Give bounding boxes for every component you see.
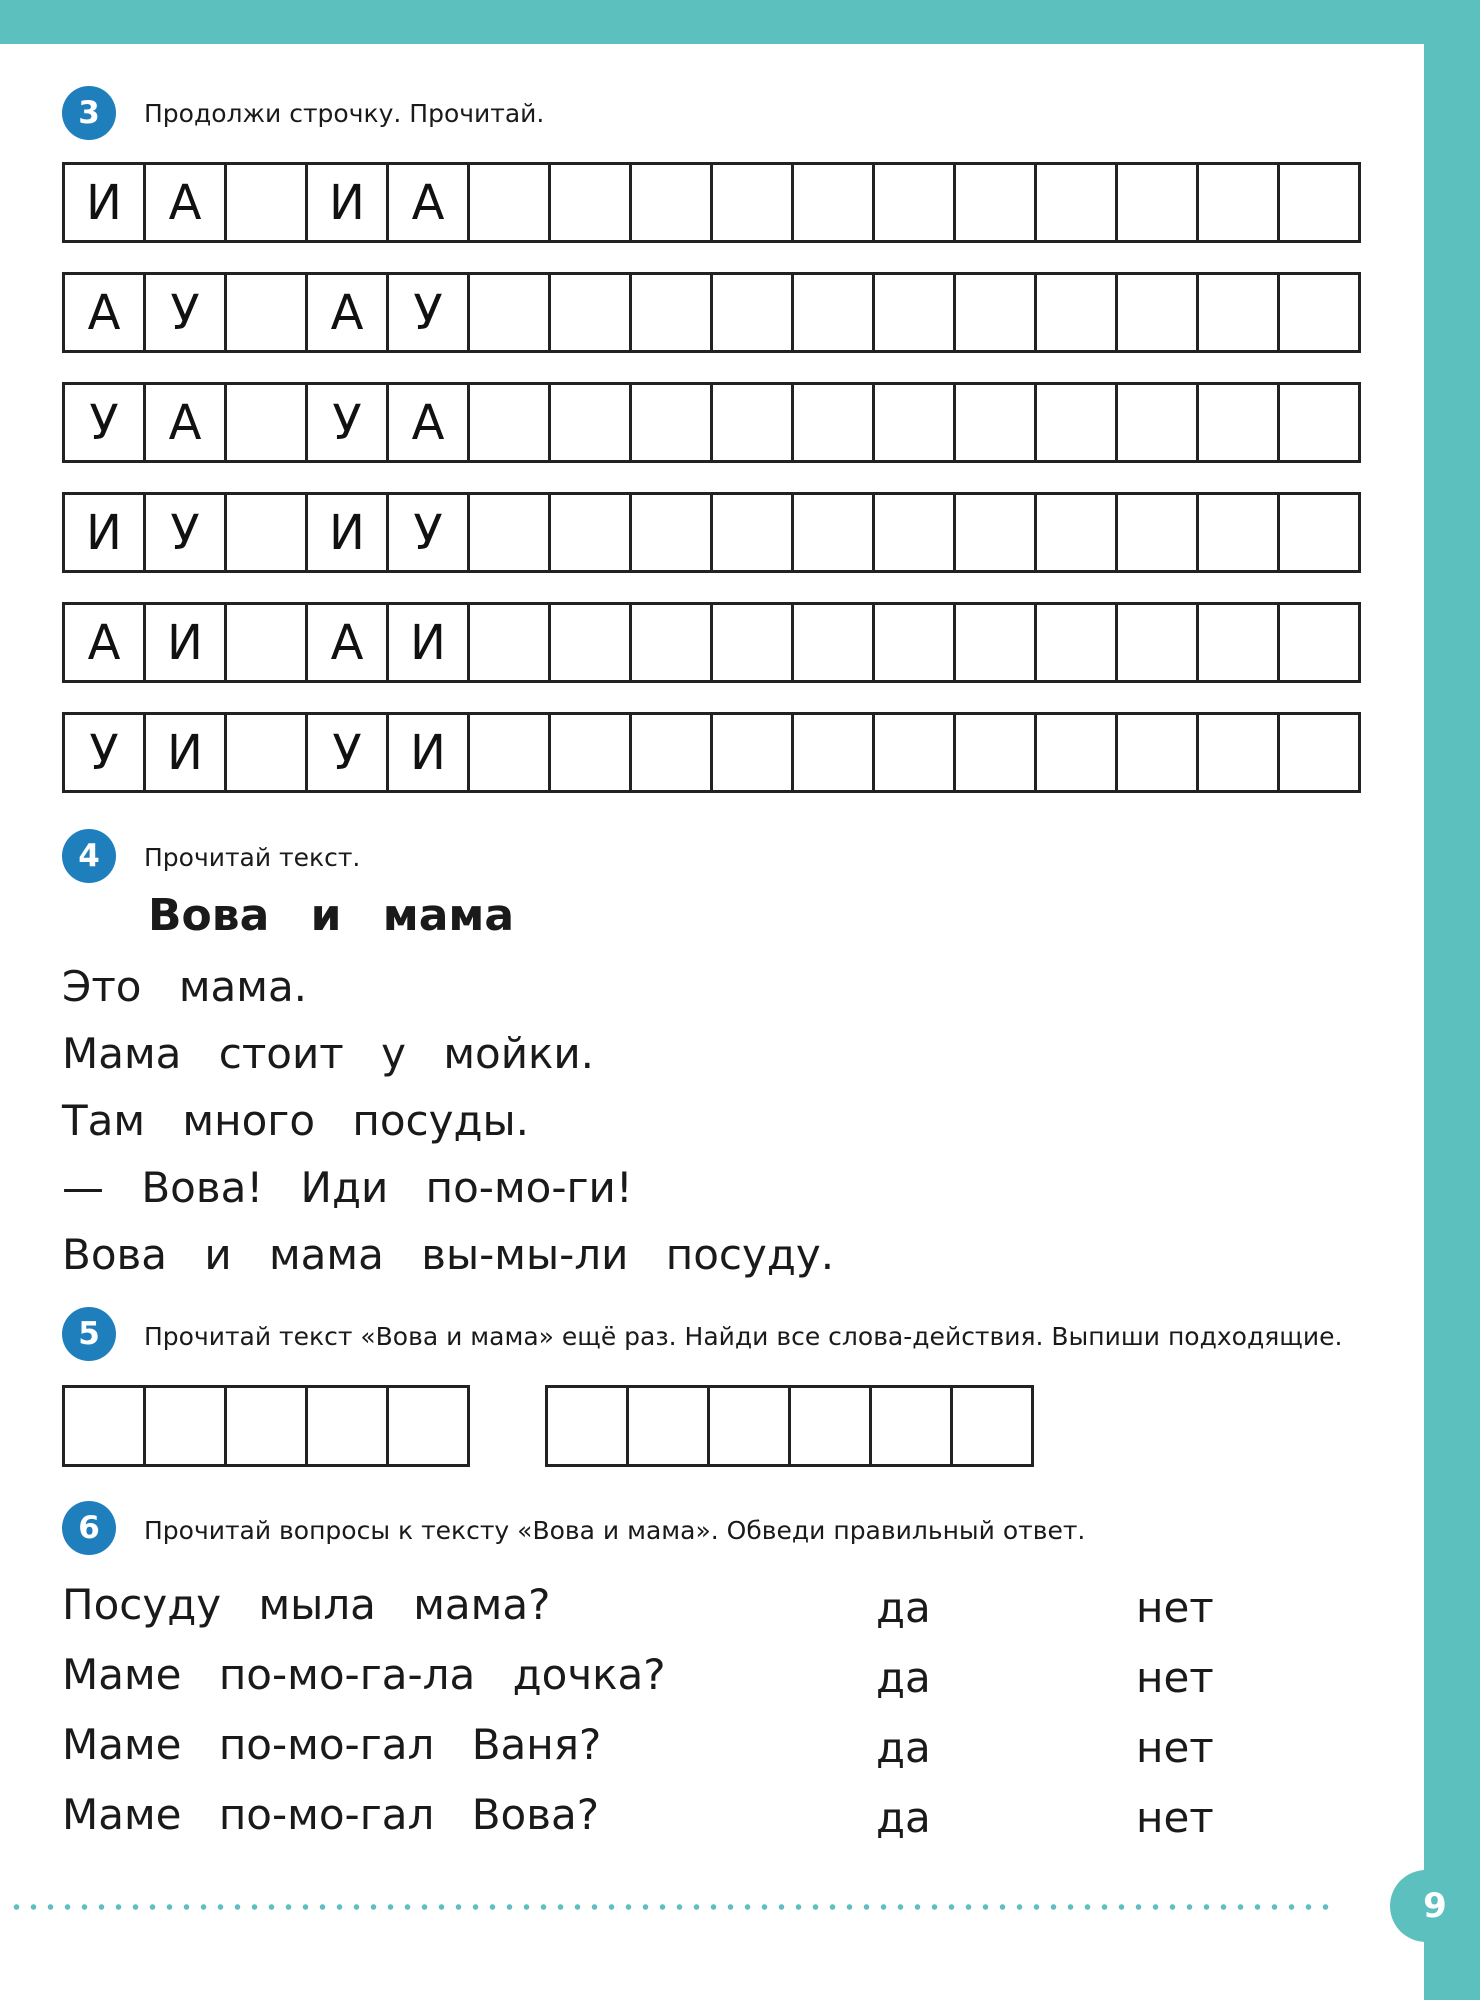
answer-cell[interactable] (65, 1388, 146, 1464)
letter-cell[interactable]: И (308, 495, 389, 570)
letter-cell[interactable] (632, 275, 713, 350)
letter-cell[interactable]: И (65, 165, 146, 240)
letter-cell[interactable]: У (65, 715, 146, 790)
letter-cell[interactable] (794, 495, 875, 570)
letter-cell[interactable]: А (65, 605, 146, 680)
letter-cell[interactable] (875, 165, 956, 240)
letter-cell[interactable]: А (389, 385, 470, 460)
answer-box-1[interactable] (62, 1385, 470, 1467)
letter-cell[interactable] (1037, 275, 1118, 350)
letter-cell[interactable] (1199, 165, 1280, 240)
letter-cell[interactable] (794, 605, 875, 680)
answer-cell[interactable] (548, 1388, 629, 1464)
answer-box-2[interactable] (545, 1385, 1034, 1467)
letter-cell[interactable]: А (146, 385, 227, 460)
answer-cell[interactable] (146, 1388, 227, 1464)
letter-cell[interactable]: И (65, 495, 146, 570)
letter-cell[interactable] (1037, 165, 1118, 240)
letter-cell[interactable] (1037, 605, 1118, 680)
letter-cell[interactable]: У (146, 495, 227, 570)
answer-no[interactable]: нет (1136, 1723, 1214, 1772)
letter-cell[interactable]: А (389, 165, 470, 240)
letter-cell[interactable]: У (308, 715, 389, 790)
letter-cell[interactable]: А (65, 275, 146, 350)
letter-cell[interactable] (470, 165, 551, 240)
letter-cell[interactable] (713, 715, 794, 790)
letter-cell[interactable] (227, 165, 308, 240)
answer-no[interactable]: нет (1136, 1583, 1214, 1632)
letter-cell[interactable]: У (146, 275, 227, 350)
dotted-divider (8, 1904, 1338, 1910)
answer-cell[interactable] (227, 1388, 308, 1464)
letter-cell[interactable] (227, 385, 308, 460)
letter-cell[interactable] (956, 275, 1037, 350)
letter-cell[interactable] (1118, 715, 1199, 790)
letter-cell[interactable] (632, 605, 713, 680)
letter-cell[interactable] (632, 165, 713, 240)
letter-cell[interactable] (470, 275, 551, 350)
letter-cell[interactable]: А (308, 275, 389, 350)
letter-cell[interactable] (1118, 165, 1199, 240)
letter-row (62, 382, 1361, 463)
answer-cell[interactable] (872, 1388, 953, 1464)
question-text: Маме по-мо-гал Ваня? (62, 1720, 602, 1769)
task-6-instruction: Прочитай вопросы к тексту «Вова и мама». Обведи правильный ответ. (144, 1516, 1086, 1545)
letter-cell[interactable] (1037, 715, 1118, 790)
answer-cell[interactable] (308, 1388, 389, 1464)
letter-cell[interactable] (551, 385, 632, 460)
letter-row (62, 712, 1361, 793)
letter-cell[interactable] (713, 385, 794, 460)
answer-no[interactable]: нет (1136, 1653, 1214, 1702)
letter-cell[interactable]: У (389, 495, 470, 570)
letter-cell[interactable] (875, 385, 956, 460)
story-line: Вова и мама вы-мы-ли посуду. (62, 1230, 835, 1279)
question-text: Маме по-мо-гал Вова? (62, 1790, 599, 1839)
letter-cell[interactable] (1118, 605, 1199, 680)
letter-cell[interactable] (551, 275, 632, 350)
letter-cell[interactable] (1118, 495, 1199, 570)
letter-cell[interactable] (1280, 385, 1361, 460)
answer-cell[interactable] (629, 1388, 710, 1464)
letter-cell[interactable] (551, 495, 632, 570)
letter-row (62, 492, 1361, 573)
letter-cell[interactable]: У (389, 275, 470, 350)
letter-cell[interactable] (1037, 385, 1118, 460)
answer-cell[interactable] (389, 1388, 470, 1464)
letter-cell[interactable] (794, 165, 875, 240)
answer-cell[interactable] (791, 1388, 872, 1464)
answer-no[interactable]: нет (1136, 1793, 1214, 1842)
letter-cell[interactable] (1280, 605, 1361, 680)
letter-cell[interactable]: И (389, 605, 470, 680)
answer-cell[interactable] (953, 1388, 1034, 1464)
letter-cell[interactable] (227, 715, 308, 790)
letter-cell[interactable] (1280, 715, 1361, 790)
letter-cell[interactable] (632, 715, 713, 790)
task-4-instruction: Прочитай текст. (144, 843, 361, 872)
letter-cell[interactable] (794, 715, 875, 790)
letter-cell[interactable] (227, 275, 308, 350)
letter-cell[interactable] (875, 275, 956, 350)
task-4-badge: 4 (62, 829, 116, 883)
letter-cell[interactable] (227, 605, 308, 680)
letter-cell[interactable] (227, 495, 308, 570)
letter-cell[interactable] (632, 385, 713, 460)
letter-cell[interactable] (1118, 275, 1199, 350)
letter-row (62, 602, 1361, 683)
task-5-badge: 5 (62, 1307, 116, 1361)
letter-cell[interactable] (713, 275, 794, 350)
letter-cell[interactable] (470, 715, 551, 790)
letter-cell[interactable]: И (146, 605, 227, 680)
story-line: Там много посуды. (62, 1096, 530, 1145)
question-text: Посуду мыла мама? (62, 1580, 551, 1629)
letter-cell[interactable]: И (146, 715, 227, 790)
letter-cell[interactable] (1199, 495, 1280, 570)
letter-cell[interactable] (875, 715, 956, 790)
letter-cell[interactable] (551, 605, 632, 680)
letter-cell[interactable] (1118, 385, 1199, 460)
task-3-badge: 3 (62, 86, 116, 140)
letter-cell[interactable] (1280, 495, 1361, 570)
task-5-instruction: Прочитай текст «Вова и мама» ещё раз. Найди все слова-действия. Выпиши подходящие. (144, 1322, 1343, 1351)
letter-cell[interactable]: И (389, 715, 470, 790)
letter-cell[interactable]: И (308, 165, 389, 240)
letter-cell[interactable] (875, 495, 956, 570)
letter-cell[interactable] (956, 165, 1037, 240)
letter-cell[interactable]: А (308, 605, 389, 680)
letter-cell[interactable] (470, 495, 551, 570)
letter-cell[interactable] (1199, 275, 1280, 350)
answer-yes[interactable]: да (876, 1723, 931, 1772)
letter-row (62, 162, 1361, 243)
letter-cell[interactable] (713, 605, 794, 680)
letter-cell[interactable] (1037, 495, 1118, 570)
letter-row (62, 272, 1361, 353)
letter-cell[interactable] (632, 495, 713, 570)
letter-cell[interactable] (794, 385, 875, 460)
story-title: Вова и мама (148, 890, 515, 941)
letter-cell[interactable]: А (146, 165, 227, 240)
letter-cell[interactable] (1199, 605, 1280, 680)
letter-cell[interactable]: У (308, 385, 389, 460)
letter-cell[interactable] (1280, 165, 1361, 240)
question-text: Маме по-мо-га-ла дочка? (62, 1650, 666, 1699)
letter-cell[interactable] (1199, 715, 1280, 790)
story-line: Это мама. (62, 962, 308, 1011)
answer-yes[interactable]: да (876, 1793, 931, 1842)
right-border (1424, 0, 1480, 2000)
letter-cell[interactable] (875, 605, 956, 680)
letter-cell[interactable]: У (65, 385, 146, 460)
story-line: — Вова! Иди по-мо-ги! (62, 1163, 633, 1212)
letter-cell[interactable] (956, 385, 1037, 460)
page-number: 9 (1390, 1870, 1480, 1942)
task-6-badge: 6 (62, 1501, 116, 1555)
top-border (0, 0, 1480, 44)
answer-yes[interactable]: да (876, 1583, 931, 1632)
letter-cell[interactable] (1280, 275, 1361, 350)
letter-cell[interactable] (470, 605, 551, 680)
letter-cell[interactable] (956, 605, 1037, 680)
letter-cell[interactable] (551, 165, 632, 240)
task-3-instruction: Продолжи строчку. Прочитай. (144, 99, 545, 128)
answer-yes[interactable]: да (876, 1653, 931, 1702)
letter-cell[interactable] (956, 715, 1037, 790)
letter-cell[interactable] (956, 495, 1037, 570)
story-line: Мама стоит у мойки. (62, 1029, 595, 1078)
letter-cell[interactable] (470, 385, 551, 460)
letter-cell[interactable] (794, 275, 875, 350)
letter-cell[interactable] (713, 495, 794, 570)
letter-cell[interactable] (551, 715, 632, 790)
letter-cell[interactable] (713, 165, 794, 240)
answer-cell[interactable] (710, 1388, 791, 1464)
letter-cell[interactable] (1199, 385, 1280, 460)
